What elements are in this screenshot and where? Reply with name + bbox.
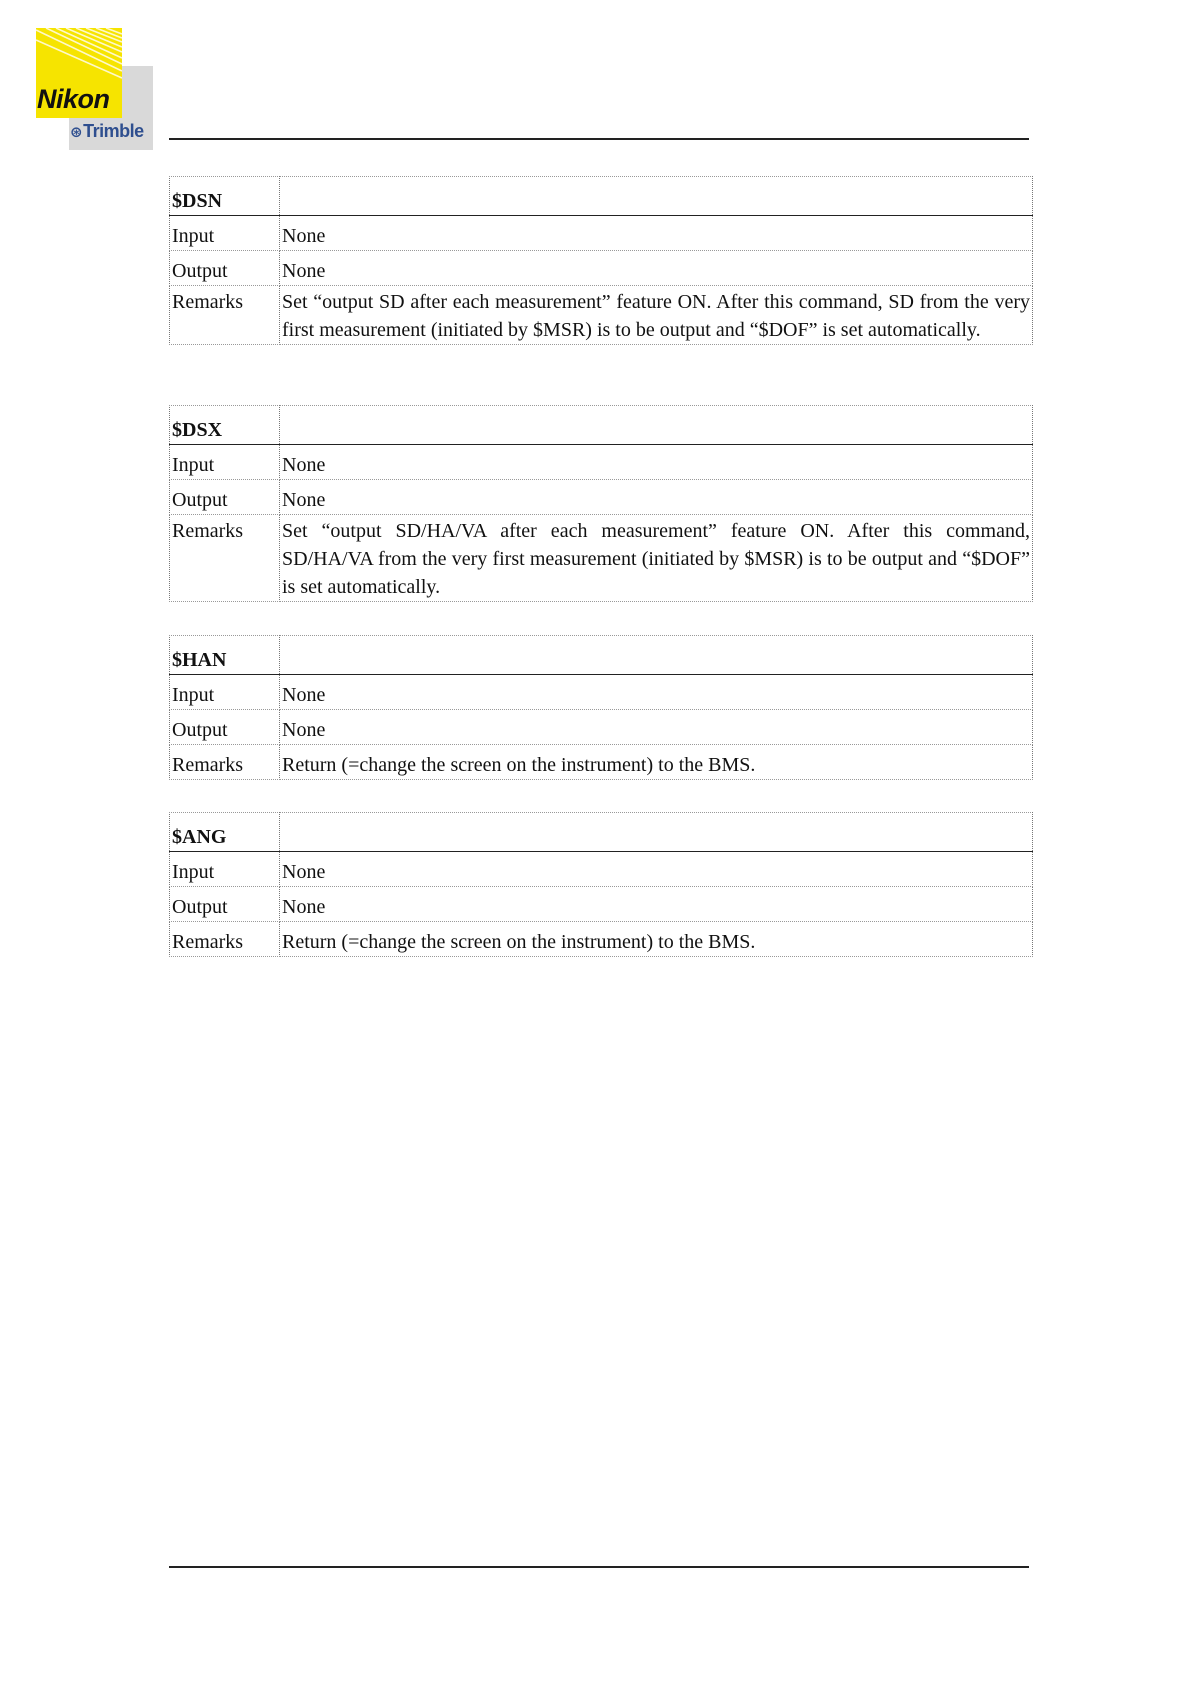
table-row <box>170 480 1033 515</box>
nikon-trimble-logo <box>36 28 153 150</box>
row-value: Set “output SD after each measurement” feature ON. After this command, SD from the very first measurement (initiated by $MSR) is to be output and “$DOF” is set automatically. <box>280 286 1033 345</box>
table-row <box>170 675 1033 710</box>
trimble-label: Trimble <box>83 121 144 141</box>
row-value: None <box>280 887 1033 922</box>
logo-trimble-text <box>70 121 144 142</box>
row-label: Input <box>170 216 280 251</box>
row-label: Input <box>170 445 280 480</box>
row-label: Output <box>170 480 280 515</box>
row-value: Return (=change the screen on the instrument) to the BMS. <box>280 745 1033 780</box>
logo-yellow-block <box>36 28 122 118</box>
row-label: Output <box>170 251 280 286</box>
row-value: None <box>280 216 1033 251</box>
table-row <box>170 445 1033 480</box>
row-value: None <box>280 675 1033 710</box>
row-label: Remarks <box>170 922 280 957</box>
row-label: Input <box>170 675 280 710</box>
command-header-row <box>170 177 1033 216</box>
row-label: Input <box>170 852 280 887</box>
row-label: Remarks <box>170 515 280 602</box>
row-value: None <box>280 480 1033 515</box>
command-name: $DSX <box>170 406 280 445</box>
row-value: None <box>280 852 1033 887</box>
row-value: None <box>280 710 1033 745</box>
table-row <box>170 251 1033 286</box>
row-label: Remarks <box>170 286 280 345</box>
command-table-dsx <box>169 405 1033 602</box>
table-row <box>170 216 1033 251</box>
table-row <box>170 852 1033 887</box>
row-value: None <box>280 251 1033 286</box>
command-header-row <box>170 813 1033 852</box>
row-label: Remarks <box>170 745 280 780</box>
command-table-ang <box>169 812 1033 957</box>
table-row <box>170 710 1033 745</box>
command-name: $DSN <box>170 177 280 216</box>
logo-nikon-text: Nikon <box>37 84 110 114</box>
row-label: Output <box>170 887 280 922</box>
table-row <box>170 922 1033 957</box>
row-value: None <box>280 445 1033 480</box>
command-table-han <box>169 635 1033 780</box>
header-rule <box>169 138 1029 140</box>
command-name: $HAN <box>170 636 280 675</box>
footer-rule <box>169 1566 1029 1568</box>
row-value: Set “output SD/HA/VA after each measurement” feature ON. After this command, SD/HA/VA from the very first measurement (initiated by $MSR) is to be output and “$DOF” is set automatically. <box>280 515 1033 602</box>
table-row <box>170 745 1033 780</box>
table-row <box>170 286 1033 345</box>
row-label: Output <box>170 710 280 745</box>
table-row <box>170 515 1033 602</box>
command-table-dsn <box>169 176 1033 345</box>
trimble-globe-icon: ⊛ <box>70 124 83 141</box>
table-row <box>170 887 1033 922</box>
command-header-row <box>170 406 1033 445</box>
command-name: $ANG <box>170 813 280 852</box>
row-value: Return (=change the screen on the instrument) to the BMS. <box>280 922 1033 957</box>
command-header-row <box>170 636 1033 675</box>
